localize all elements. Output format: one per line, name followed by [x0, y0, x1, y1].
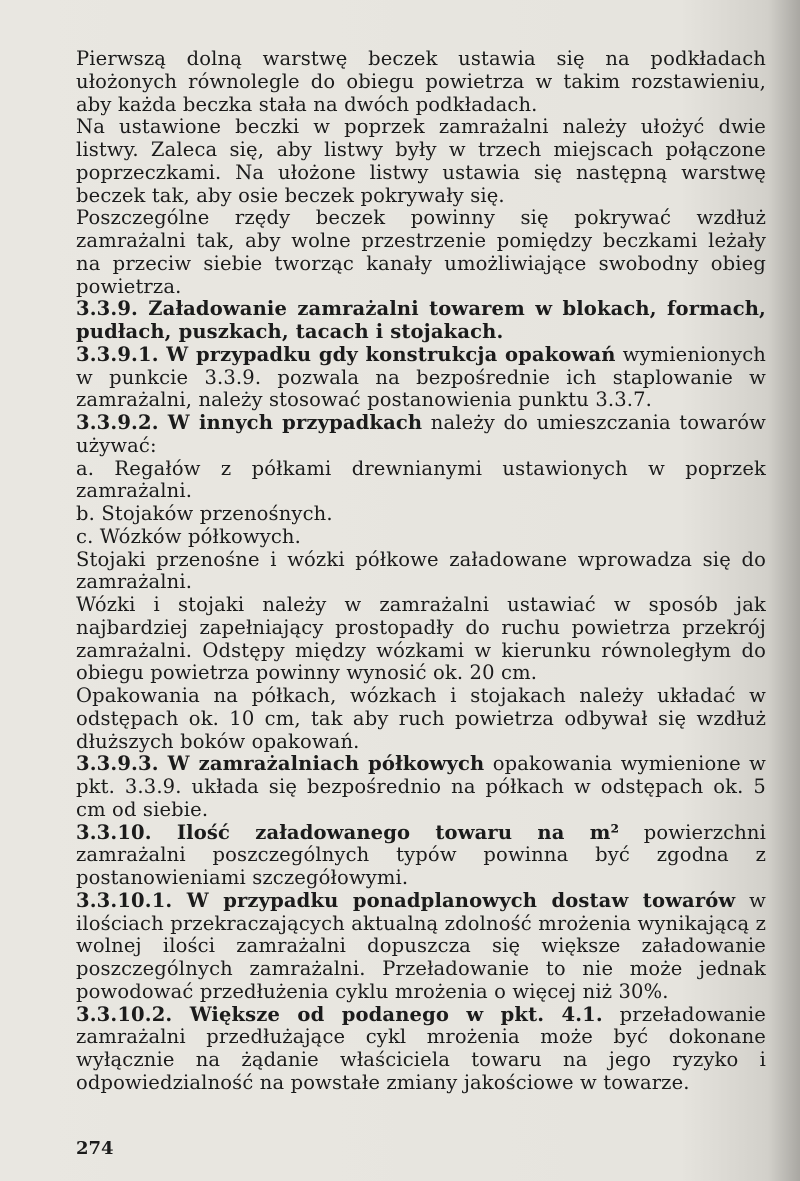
paragraph — [76, 458, 766, 504]
paragraph-text: Pierwszą dolną warstwę beczek ustawia się na podkładach ułożonych równolegle do obiegu powietrza w takim rozstawieniu, aby każda beczka stała na dwóch podkładach. — [76, 47, 766, 116]
section-title: Większe od podanego w pkt. 4.1. — [189, 1002, 603, 1026]
paragraph-text: przeładowanie zamrażalni przedłużające cykl mrożenia może być dokonane wyłącznie na żądanie właściciela towaru na jego ryzyko i odpowiedzialność na powstałe zmiany jakościowe w towarze. — [76, 1002, 766, 1094]
section-paragraph — [76, 753, 766, 821]
paragraph — [76, 207, 766, 298]
section-number: 3.3.9. — [76, 297, 149, 321]
paragraph-text: w ilościach przekraczających aktualną zdolność mrożenia wynikającą z wolnej ilości zamrażalni dopuszcza się większe załadowanie poszczególnych zamrażalni. Przeładowanie to nie może jednak powodować przedłużenia cyklu mrożenia o więcej niż 30%. — [76, 888, 766, 1003]
paragraph — [76, 594, 766, 685]
section-number: 3.3.9.3. — [76, 752, 168, 776]
paragraph — [76, 526, 766, 549]
paragraph-text: opakowania wymienione w pkt. 3.3.9. układa się bezpośrednio na półkach w odstępach ok. 5 cm od siebie. — [76, 752, 767, 821]
paragraph-text: wymienionych w punkcie 3.3.9. pozwala na bezpośrednie ich staplowanie w zamrażalni, należy stosować postanowienia punktu 3.3.7. — [76, 342, 766, 412]
paragraph-text: Na ustawione beczki w poprzek zamrażalni należy ułożyć dwie listwy. Zaleca się, aby listwy były w trzech miejscach połączone poprzeczkami. Na ułożone listwy ustawia się następną warstwę beczek tak, aby osie beczek pokrywały się. — [76, 115, 766, 207]
paragraph-text: Poszczególne rzędy beczek powinny się pokrywać wzdłuż zamrażalni tak, aby wolne przestrzenie pomiędzy beczkami leżały na przeciw siebie tworząc kanały umożliwiające swobodny obieg powietrza. — [76, 206, 766, 298]
paragraph — [76, 48, 766, 116]
paragraph-text: Opakowania na półkach, wózkach i stojakach należy układać w odstępach ok. 10 cm, tak aby ruch powietrza odbywał się wzdłuż dłuższych boków opakowań. — [76, 684, 766, 753]
section-number: 3.3.9.2. — [76, 411, 168, 434]
paragraph-text: Wózki i stojaki należy w zamrażalni ustawiać w sposób jak najbardziej zapełniający prostopadły do ruchu powietrza przekrój zamrażalni. Odstępy między wózkami w kierunku równoległym do obiegu powietrza powinny wynosić ok. 20 cm. — [76, 593, 766, 685]
section-title: Ilość załadowanego towaru na m² — [176, 820, 620, 844]
paragraph — [76, 116, 766, 207]
section-title: W zamrażalniach półkowych — [167, 752, 485, 776]
paragraph-text: powierzchni zamrażalni poszczególnych typów powinna być zgodna z postanowieniami szczegółowymi. — [76, 820, 766, 889]
section-title: W innych przypadkach — [167, 411, 423, 434]
section-paragraph — [76, 1004, 766, 1095]
paragraph-text: a. Regałów z półkami drewnianymi ustawionych w poprzek zamrażalni. — [76, 456, 766, 503]
paragraph-text: c. Wózków półkowych. — [76, 524, 301, 548]
section-paragraph — [76, 890, 766, 1004]
paragraph — [76, 685, 766, 753]
section-number: 3.3.10. — [76, 820, 177, 844]
paragraph-text: należy do umieszczania towarów używać: — [76, 411, 766, 457]
section-number: 3.3.10.2. — [76, 1002, 190, 1026]
section-title: W przypadku gdy konstrukcja opakowań — [166, 342, 616, 366]
section-number: 3.3.9.1. — [76, 342, 167, 366]
section-paragraph — [76, 298, 766, 344]
section-number: 3.3.10.1. — [76, 888, 187, 912]
paragraph-text: Stojaki przenośne i wózki półkowe załadowane wprowadza się do zamrażalni. — [76, 547, 766, 594]
body-text — [76, 48, 766, 1095]
paragraph-text: b. Stojaków przenośnych. — [76, 502, 333, 525]
paragraph — [76, 503, 766, 526]
section-title: W przypadku ponadplanowych dostaw towarów — [186, 888, 736, 912]
page-number: 274 — [76, 1138, 114, 1159]
section-paragraph — [76, 344, 766, 412]
section-paragraph — [76, 822, 766, 890]
section-title: Załadowanie zamrażalni towarem w blokach, formach, pudłach, puszkach, tacach i stojakach. — [76, 297, 766, 343]
section-paragraph — [76, 412, 766, 458]
paragraph — [76, 549, 766, 595]
